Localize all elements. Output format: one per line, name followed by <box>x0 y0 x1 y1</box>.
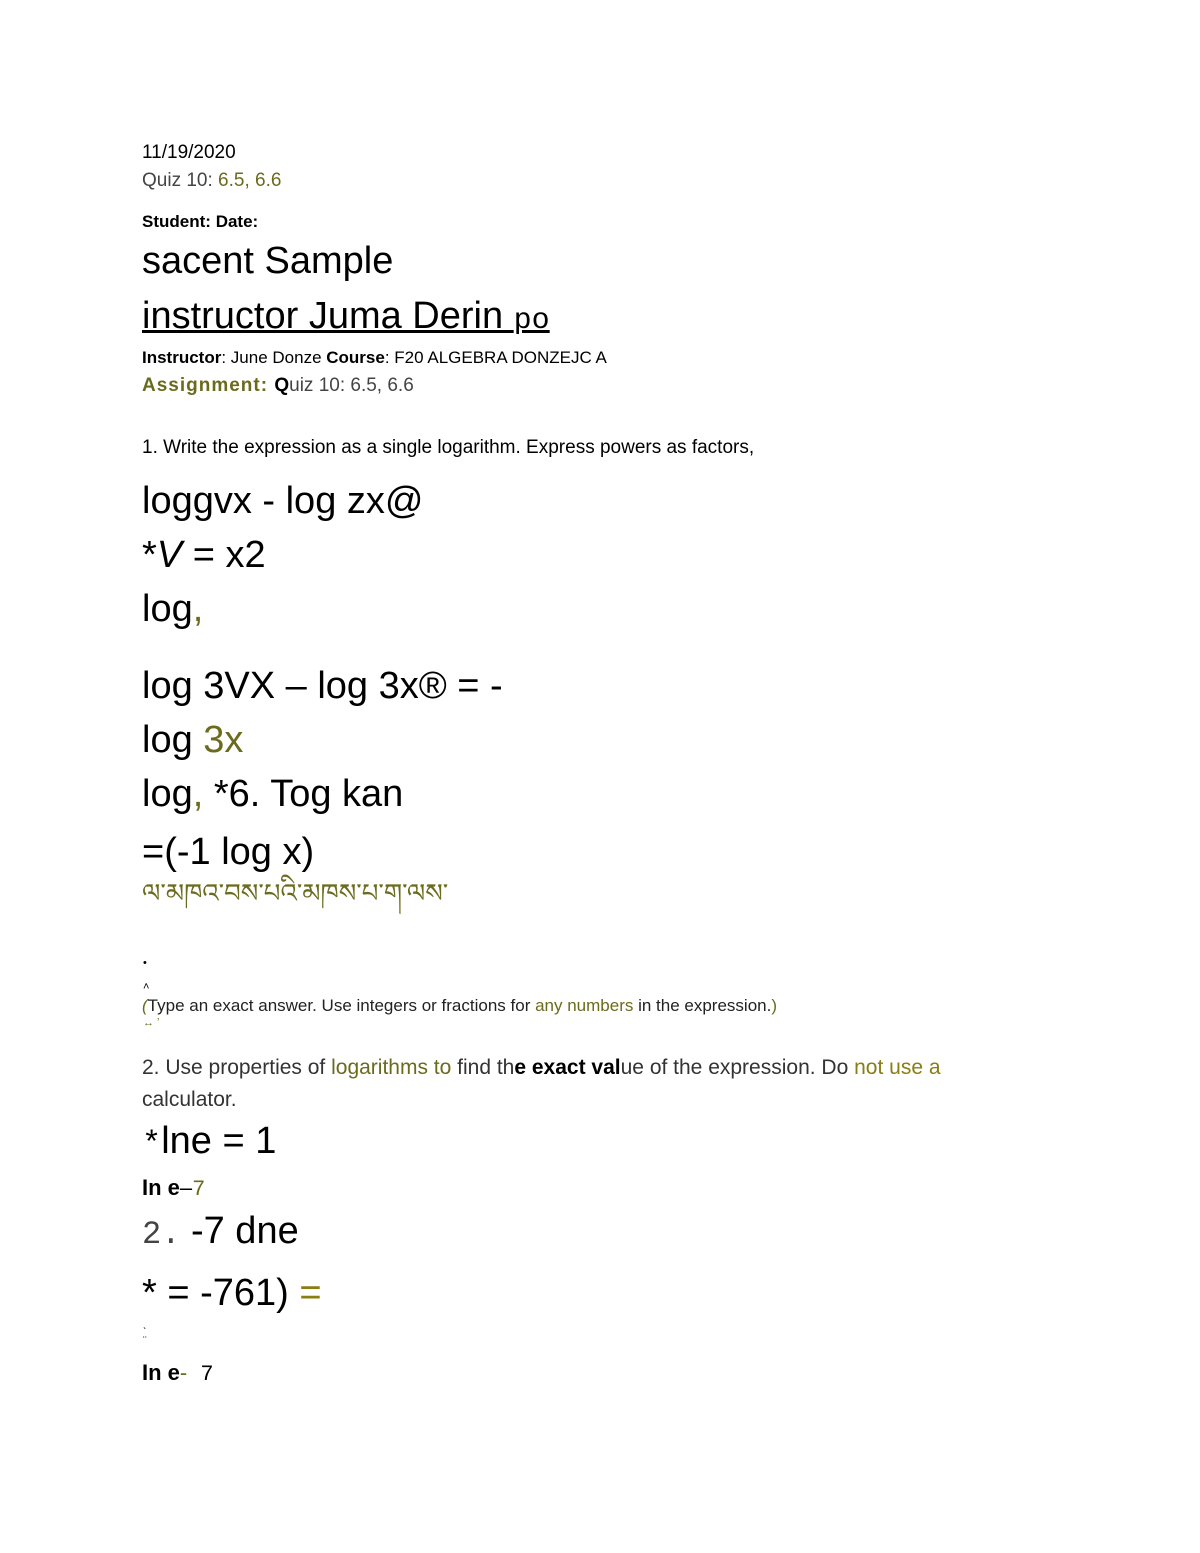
q1-note-main: Type an exact answer. Use integers or fractions for <box>147 996 536 1015</box>
q1-answer-note <box>142 997 777 1014</box>
instructor-value: : June Donze <box>221 348 327 367</box>
q2-mark-1: ˎ <box>143 1318 147 1330</box>
q2-line5-num: 7 <box>187 1362 214 1387</box>
instructor-label: Instructor <box>142 348 222 367</box>
q2-line1-star: * <box>142 1126 162 1163</box>
q2-line2-num: 7 <box>192 1177 206 1202</box>
q2-line3-num: 2. <box>142 1216 181 1253</box>
q2-prompt-f: not use a <box>854 1056 941 1079</box>
q1-note-colored: any numbers <box>535 996 634 1015</box>
q1-work-line-4: log 3VX – log 3x® = - <box>142 665 503 707</box>
instructor-name-line <box>142 297 550 336</box>
assignment-q: Q <box>274 375 290 396</box>
q1-line3-main: log <box>142 588 193 630</box>
q1-note-close: ) <box>771 996 777 1015</box>
instructor-name-tail: po <box>513 304 550 338</box>
q2-line5-dash: - <box>179 1360 188 1385</box>
date-label: Date: <box>215 212 259 231</box>
q1-work-line-5 <box>142 721 243 759</box>
assignment-line <box>142 376 414 395</box>
quiz-title <box>142 171 281 190</box>
q1-line6-rest: *6. Tog kan <box>203 773 404 815</box>
q1-work-line-6 <box>142 775 403 813</box>
student-date-line <box>142 213 258 230</box>
student-colon: : <box>205 212 211 231</box>
q2-line5-label: In e <box>142 1360 180 1385</box>
question-2-prompt <box>142 1057 941 1078</box>
q1-note-open: ( <box>142 996 148 1015</box>
assignment-value: uiz 10: 6.5, 6.6 <box>289 375 414 396</box>
q2-line2-label: In e <box>142 1175 180 1200</box>
q2-prompt-b: logarithms to <box>331 1056 452 1079</box>
document-date: 11/19/2020 <box>142 142 236 163</box>
q2-prompt-e: ue of the expression. Do <box>620 1056 855 1079</box>
q1-mark-caret: ˄ <box>143 981 150 993</box>
course-label: Course <box>326 348 385 367</box>
q1-work-line-8: ལ་མཁའ་བས་པའི་མཁས་པ་ག་ལས་ <box>142 878 449 908</box>
instructor-course-line <box>142 349 607 366</box>
q1-line5-colored: 3x <box>203 719 244 761</box>
q2-prompt-c: find th <box>451 1056 515 1079</box>
q2-line3-rest: -7 dne <box>180 1210 299 1252</box>
q2-mark-2: ¨ <box>143 1335 147 1347</box>
q1-line6-comma: , <box>192 773 204 815</box>
quiz-title-prefix: Quiz 10: <box>142 170 219 191</box>
q1-line2-rest: = x2 <box>182 534 266 576</box>
q2-work-line-4 <box>142 1274 322 1312</box>
q2-work-line-5 <box>142 1362 214 1386</box>
instructor-name-main: instructor Juma Derin <box>142 295 514 337</box>
q1-line2-v: V <box>156 534 183 576</box>
q2-line1-rest: lne = 1 <box>161 1120 277 1162</box>
q2-line4-main: * = -761) <box>142 1272 300 1314</box>
q1-work-line-1: loggvx - log zx@ <box>142 480 424 522</box>
q1-line3-comma: , <box>192 588 204 630</box>
q2-line4-eq: = <box>299 1272 322 1314</box>
assignment-label: Assignment: <box>142 375 275 396</box>
q1-line6-main: log <box>142 773 193 815</box>
q1-work-line-7: =(-1 log x) <box>142 831 315 873</box>
q2-line2-dash: – <box>179 1175 193 1200</box>
q2-prompt-a: 2. Use properties of <box>142 1056 332 1079</box>
student-name-line: sacent Sample <box>142 240 394 282</box>
question-2-prompt-cont: calculator. <box>142 1088 237 1111</box>
q2-work-line-2 <box>142 1177 205 1201</box>
q1-scribble: ↔ ʼ <box>143 1017 160 1029</box>
course-value: : F20 ALGEBRA DONZEJC A <box>384 348 607 367</box>
student-label: Student <box>142 212 206 231</box>
q2-prompt-d: e exact val <box>514 1056 621 1079</box>
q2-work-line-1 <box>142 1122 276 1161</box>
q1-line2-star: * <box>142 534 157 576</box>
q1-line5-main: log <box>142 719 204 761</box>
q2-work-line-3 <box>142 1212 299 1251</box>
quiz-title-sections: 6.5, 6.6 <box>218 170 282 191</box>
question-1-prompt: 1. Write the expression as a single logarithm. Express powers as factors, <box>142 437 755 458</box>
q1-note-rest: in the expression. <box>633 996 772 1015</box>
q1-work-line-3 <box>142 590 203 628</box>
q1-mark-dot: • <box>143 957 147 969</box>
q1-work-line-2 <box>142 536 266 574</box>
